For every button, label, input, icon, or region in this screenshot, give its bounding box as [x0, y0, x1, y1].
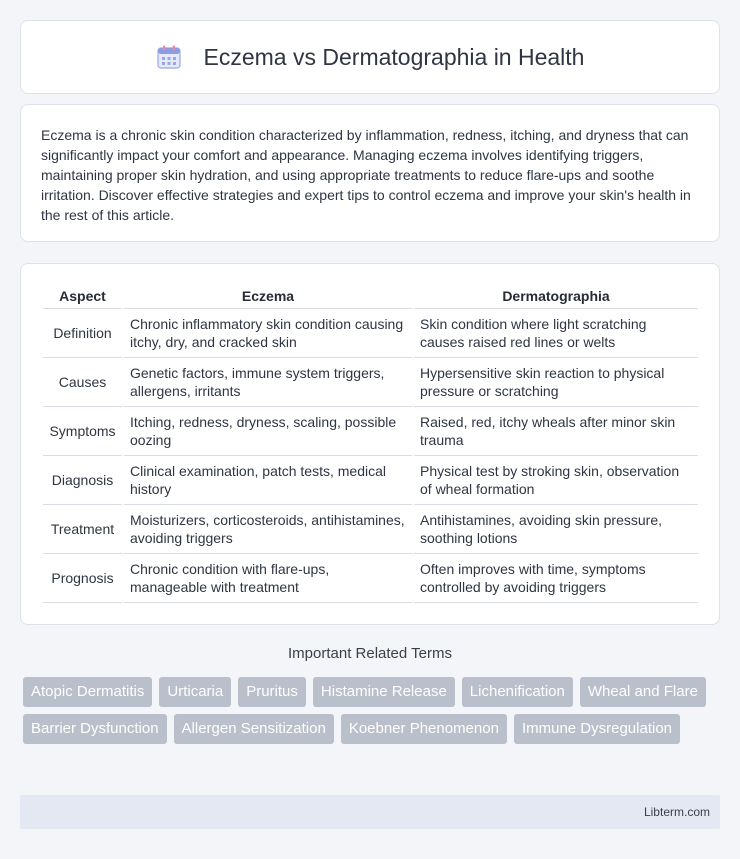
related-term-tag[interactable]: Lichenification: [462, 677, 573, 707]
header-eczema: Eczema: [123, 284, 413, 308]
table-row: [43, 455, 698, 504]
cell-aspect: Prognosis: [43, 553, 123, 602]
cell-dermatographia: Often improves with time, symptoms controlled by avoiding triggers: [413, 553, 698, 602]
related-term-tag[interactable]: Barrier Dysfunction: [23, 714, 167, 744]
related-term-tag[interactable]: Koebner Phenomenon: [341, 714, 507, 744]
cell-dermatographia: Hypersensitive skin reaction to physical pressure or scratching: [413, 357, 698, 406]
intro-text: Eczema is a chronic skin condition characterized by inflammation, redness, itching, and dryness that can significantly impact your comfort and appearance. Managing eczema involves identifying triggers, maintaining proper skin hydration, and using appropriate treatments to reduce flare-ups and soothe irritation. Discover effective strategies and expert tips to control eczema and improve your skin's health in the rest of this article.: [41, 127, 691, 223]
calendar-icon: [156, 44, 182, 70]
related-term-tag[interactable]: Immune Dysregulation: [514, 714, 680, 744]
cell-eczema: Itching, redness, dryness, scaling, possible oozing: [123, 406, 413, 455]
table-row: [43, 504, 698, 553]
cell-eczema: Clinical examination, patch tests, medical history: [123, 455, 413, 504]
page-title: Eczema vs Dermatographia in Health: [203, 43, 585, 70]
cell-aspect: Diagnosis: [43, 455, 123, 504]
footer-site-link[interactable]: Libterm.com: [643, 805, 710, 819]
cell-dermatographia: Raised, red, itchy wheals after minor skin trauma: [413, 406, 698, 455]
related-terms-list: [23, 677, 723, 744]
cell-eczema: Genetic factors, immune system triggers, allergens, irritants: [123, 357, 413, 406]
header-dermatographia: Dermatographia: [413, 284, 698, 308]
table-row: [43, 308, 698, 357]
related-term-tag[interactable]: Atopic Dermatitis: [23, 677, 152, 707]
related-term-tag[interactable]: Allergen Sensitization: [174, 714, 334, 744]
cell-eczema: Chronic condition with flare-ups, manageable with treatment: [123, 553, 413, 602]
cell-eczema: Moisturizers, corticosteroids, antihistamines, avoiding triggers: [123, 504, 413, 553]
table-row: [43, 553, 698, 602]
related-term-tag[interactable]: Urticaria: [159, 677, 231, 707]
cell-dermatographia: Physical test by stroking skin, observation of wheal formation: [413, 455, 698, 504]
table-row: [43, 357, 698, 406]
cell-eczema: Chronic inflammatory skin condition causing itchy, dry, and cracked skin: [123, 308, 413, 357]
cell-aspect: Definition: [43, 308, 123, 357]
header-card: [20, 20, 720, 94]
cell-aspect: Causes: [43, 357, 123, 406]
table-header-row: [43, 284, 698, 308]
header-aspect: Aspect: [43, 284, 123, 308]
related-term-tag[interactable]: Pruritus: [238, 677, 306, 707]
cell-aspect: Treatment: [43, 504, 123, 553]
related-term-tag[interactable]: Histamine Release: [313, 677, 455, 707]
cell-dermatographia: Skin condition where light scratching causes raised red lines or welts: [413, 308, 698, 357]
cell-aspect: Symptoms: [43, 406, 123, 455]
footer: [20, 795, 720, 829]
comparison-card: [20, 263, 720, 625]
cell-dermatographia: Antihistamines, avoiding skin pressure, soothing lotions: [413, 504, 698, 553]
related-term-tag[interactable]: Wheal and Flare: [580, 677, 706, 707]
related-terms-title: Important Related Terms: [288, 645, 452, 662]
intro-card: [20, 104, 720, 242]
comparison-table: [43, 284, 698, 603]
table-row: [43, 406, 698, 455]
